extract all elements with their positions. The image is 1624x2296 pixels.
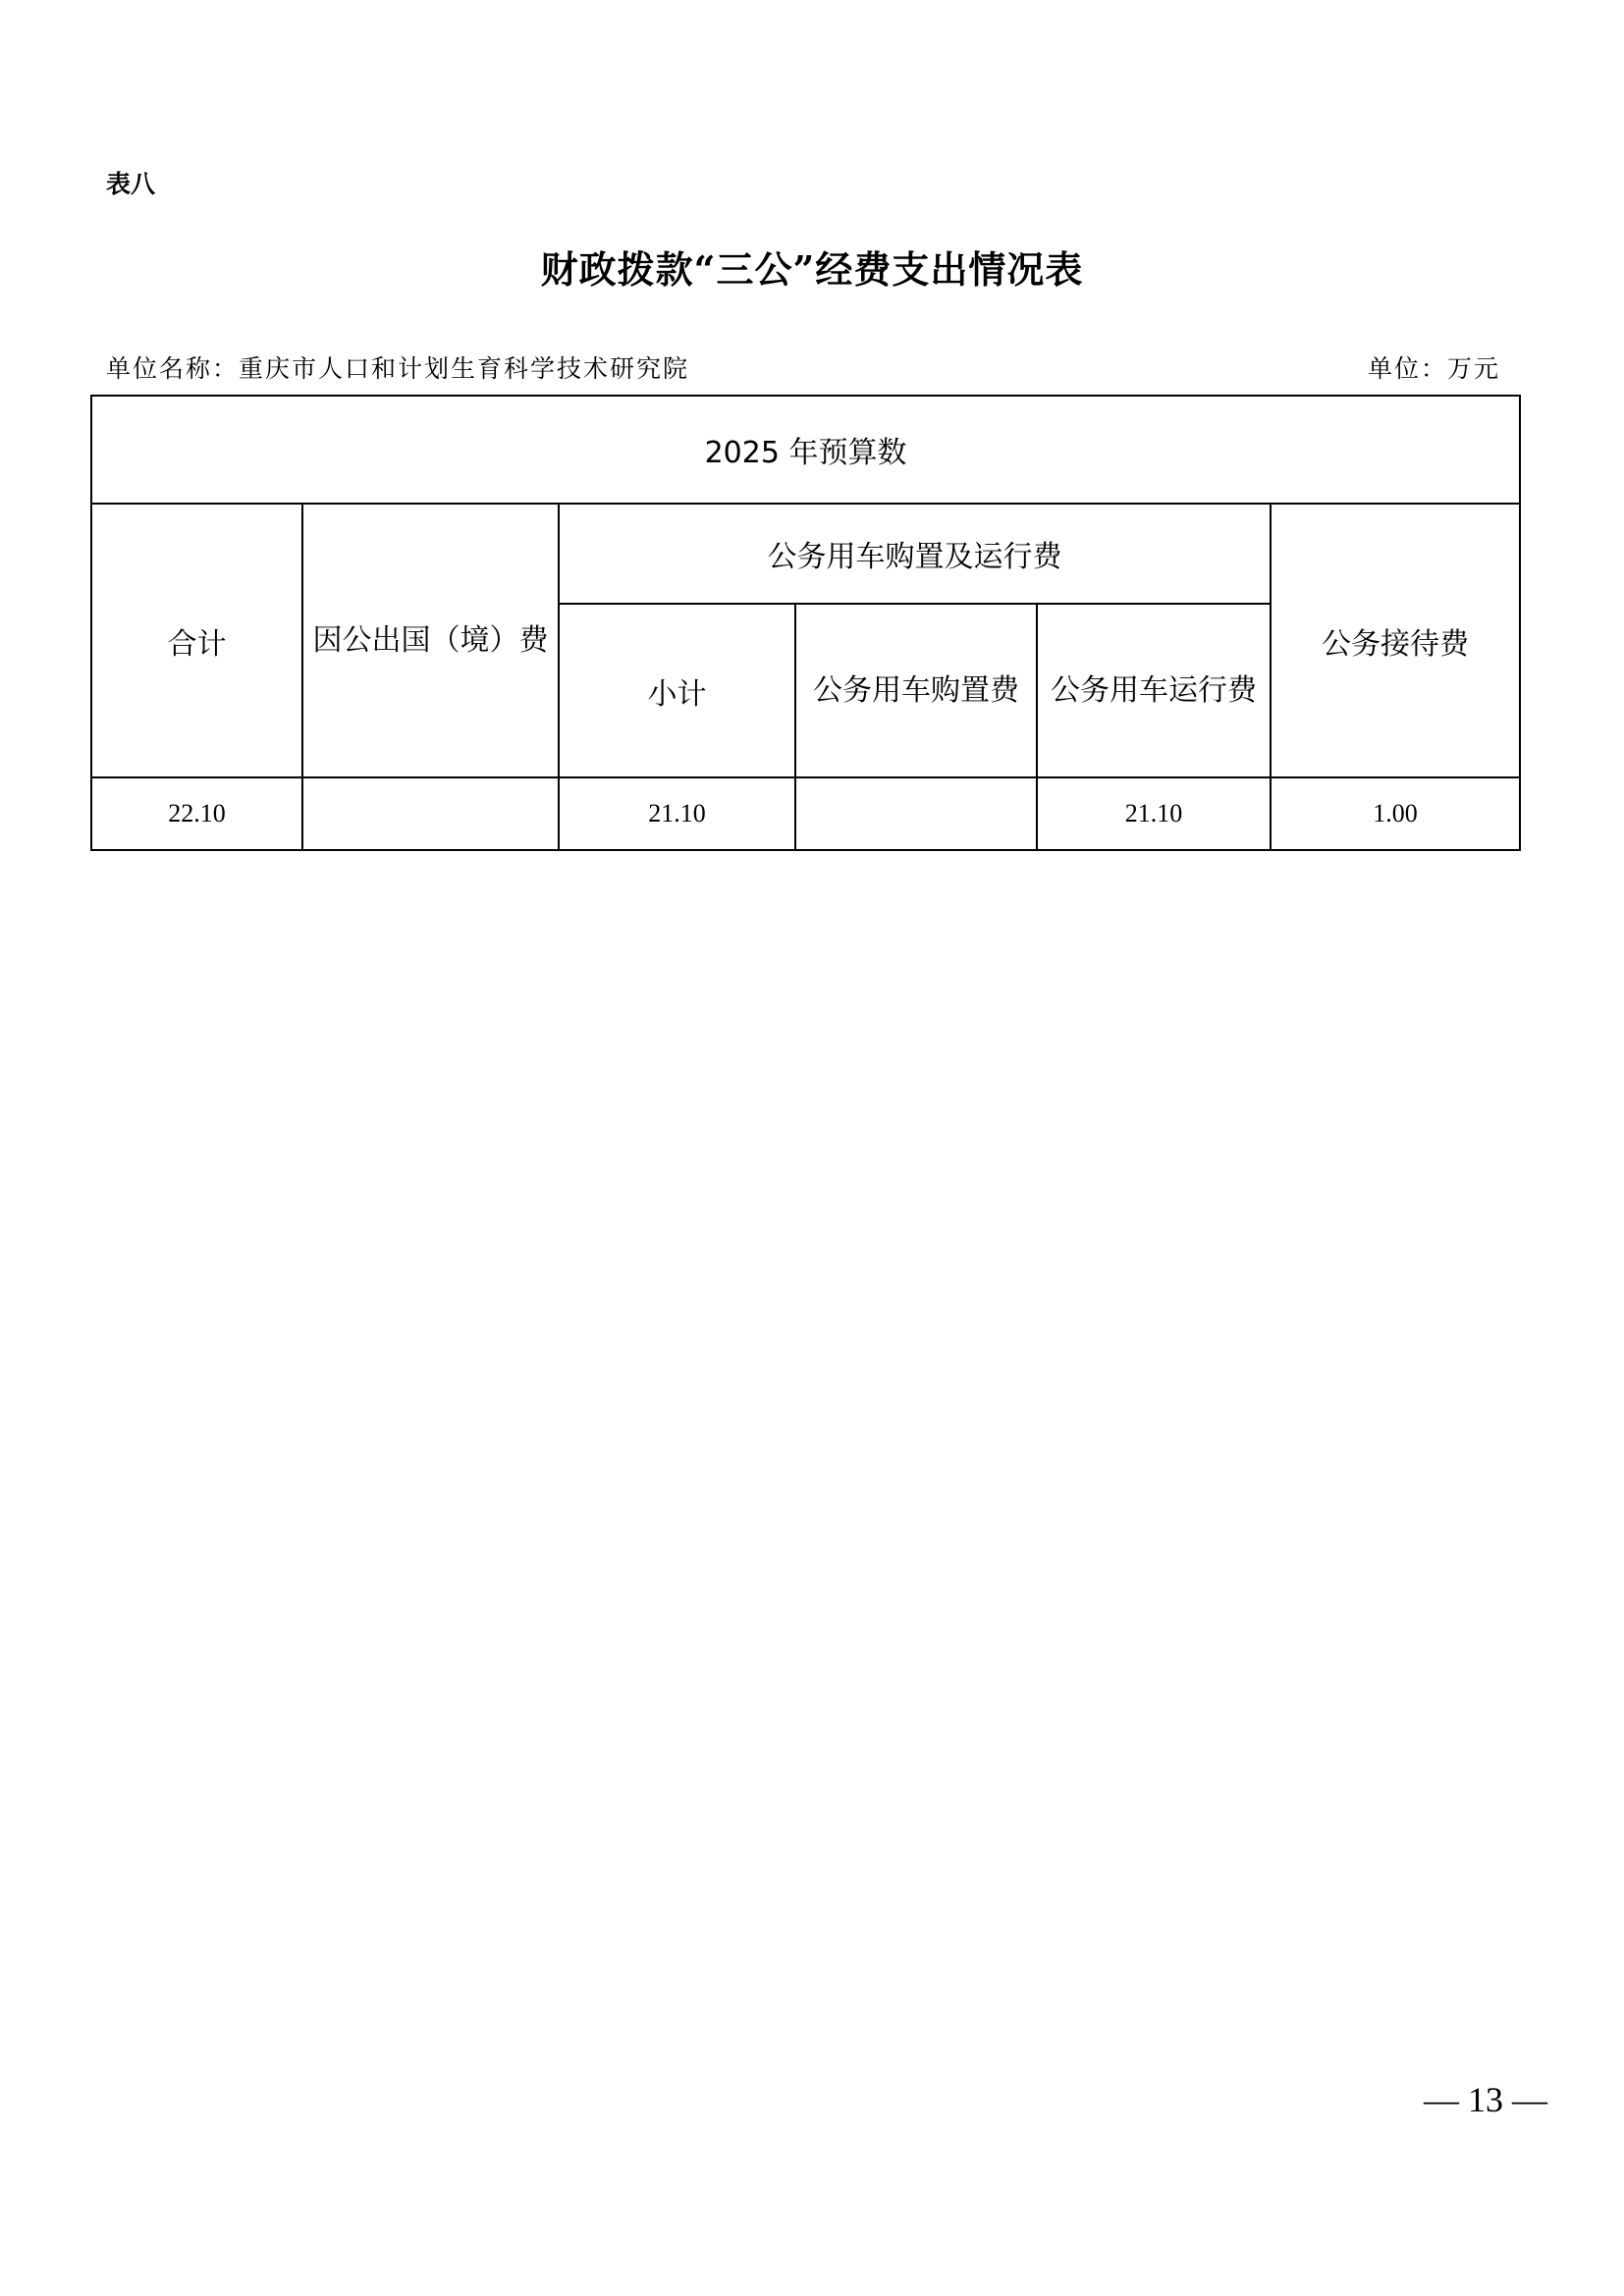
- cell-overseas: [302, 777, 559, 850]
- header-total: 合计: [91, 504, 302, 777]
- cell-reception: 1.00: [1271, 777, 1520, 850]
- header-vehicle-group: 公务用车购置及运行费: [559, 504, 1271, 604]
- page-number: — 13 —: [1424, 2080, 1547, 2119]
- unit-name: 单位名称：重庆市人口和计划生育科学技术研究院: [106, 354, 690, 383]
- header-overseas: 因公出国（境）费: [302, 504, 559, 777]
- header-row-1: [91, 504, 1520, 604]
- unit-label: 单位：万元: [1367, 354, 1500, 383]
- table-number: 表八: [106, 170, 156, 198]
- cell-vehicle-subtotal: 21.10: [559, 777, 795, 850]
- three-public-expenses-table: [90, 395, 1521, 851]
- page-title: 财政拨款“三公”经费支出情况表: [540, 247, 1084, 292]
- cell-vehicle-operation: 21.10: [1037, 777, 1271, 850]
- cell-vehicle-purchase: [795, 777, 1037, 850]
- year-header-cell: 2025 年预算数: [91, 396, 1520, 504]
- header-vehicle-operation: 公务用车运行费: [1037, 604, 1271, 777]
- header-vehicle-subtotal: 小计: [559, 604, 795, 777]
- table-row: [91, 777, 1520, 850]
- year-header-row: [91, 396, 1520, 504]
- cell-total: 22.10: [91, 777, 302, 850]
- header-reception: 公务接待费: [1271, 504, 1520, 777]
- header-vehicle-purchase: 公务用车购置费: [795, 604, 1037, 777]
